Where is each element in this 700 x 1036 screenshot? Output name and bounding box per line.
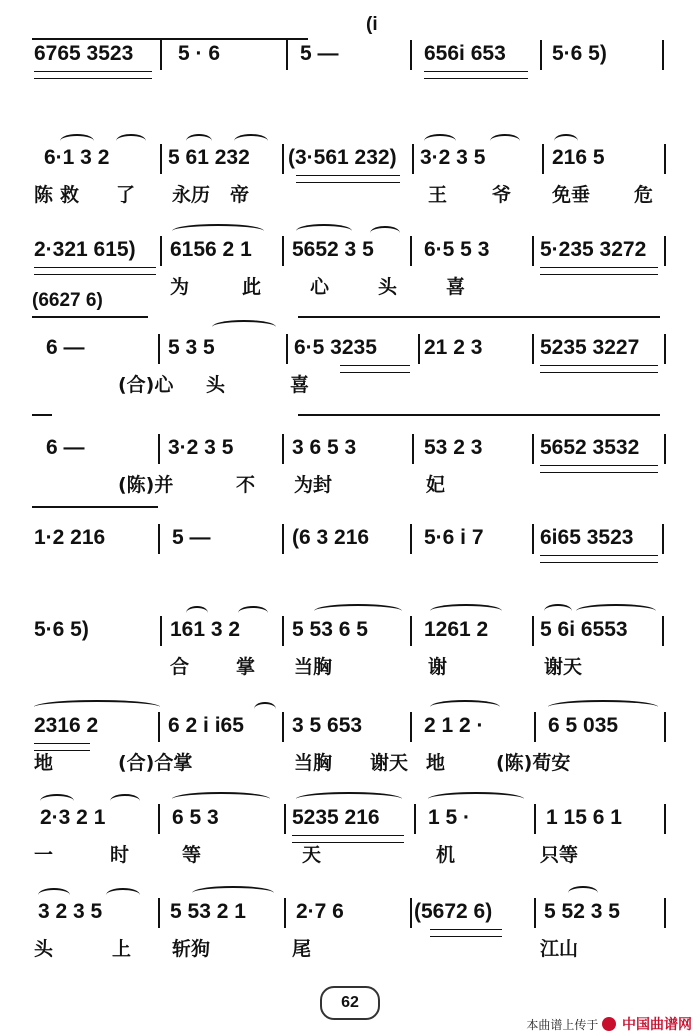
measure-1: 2·3 2 1 (40, 806, 106, 829)
slur (254, 702, 276, 716)
slur (424, 134, 456, 148)
note-row (0, 36, 700, 76)
beam-line (32, 316, 148, 318)
barline (160, 144, 162, 174)
barline (158, 434, 160, 464)
page-number: 62 (320, 986, 380, 1020)
barline (284, 804, 286, 834)
slur (554, 134, 578, 148)
lyric-row (0, 180, 700, 210)
barline (410, 524, 412, 554)
barline (282, 144, 284, 174)
lyric: 时 (110, 844, 130, 866)
lyric: 为封 (294, 474, 333, 496)
beam-line (298, 316, 660, 318)
lyric: 上 (112, 938, 132, 960)
slur (430, 604, 502, 618)
barline (534, 804, 536, 834)
barline (286, 40, 288, 70)
measure-2: 6 5 3 (172, 806, 219, 829)
measure-2: 3·2 3 5 (168, 436, 234, 459)
barline (160, 236, 162, 266)
barline (282, 236, 284, 266)
lyric: 一 (34, 844, 54, 866)
barline (410, 898, 412, 928)
measure-2: 5 — (172, 526, 211, 549)
barline (412, 144, 414, 174)
lyric: 妃 (426, 474, 446, 496)
measure-5: 5·235 3272 (540, 238, 647, 261)
lyric-row (0, 652, 700, 682)
measure-3: 3 6 5 3 (292, 436, 357, 459)
measure-4: 21 2 3 (424, 336, 483, 359)
lyric: 危 (634, 184, 654, 206)
site-logo-icon (602, 1017, 616, 1031)
barline (158, 898, 160, 928)
barline (158, 334, 160, 364)
lyric: 天 (302, 844, 322, 866)
barline (664, 236, 666, 266)
measure-3: (3·561 232) (288, 146, 397, 169)
note-row (0, 612, 700, 652)
barline (418, 334, 420, 364)
lyric: 掌 (236, 656, 256, 678)
barline (664, 334, 666, 364)
slur (430, 700, 500, 714)
barline (282, 524, 284, 554)
measure-3: 2·7 6 (296, 900, 344, 923)
measure-2: 5 61 232 (168, 146, 250, 169)
measure-2: 5 · 6 (178, 42, 221, 65)
measure-5: 5 6i 6553 (540, 618, 628, 641)
note-row (0, 232, 700, 272)
measure-2: 6156 2 1 (170, 238, 252, 261)
barline (160, 40, 162, 70)
measure-5: 216 5 (552, 146, 605, 169)
lyric: 地 (34, 752, 54, 774)
slur (296, 224, 352, 238)
measure-4: 1 5 · (428, 806, 471, 829)
underline (540, 555, 658, 563)
barline (532, 334, 534, 364)
lyric: 合 (170, 656, 190, 678)
barline (410, 616, 412, 646)
lyric: 心 (310, 276, 330, 298)
measure-1: 6·1 3 2 (44, 146, 110, 169)
measure-2: 161 3 2 (170, 618, 241, 641)
barline (410, 712, 412, 742)
lyric: 此 (242, 276, 262, 298)
lyric: (合)合掌 (118, 752, 193, 774)
measure-4: 1261 2 (424, 618, 489, 641)
lyric: 了 (116, 184, 136, 206)
lyric: (陈)并 (118, 474, 174, 496)
upload-text: 本曲谱上传于 (526, 1018, 599, 1032)
note-row (0, 330, 700, 370)
lyric: 当胸 (294, 656, 333, 678)
slur (314, 604, 402, 618)
lyric: 当胸 (294, 752, 333, 774)
slur (38, 888, 70, 902)
measure-3: 5 53 6 5 (292, 618, 368, 641)
underline (424, 71, 528, 79)
measure-2: 6 2 i i65 (168, 714, 244, 737)
measure-5: 5652 3532 (540, 436, 640, 459)
measure-1: 5·6 5) (34, 618, 89, 641)
barline (286, 334, 288, 364)
slur (34, 700, 160, 714)
measure-5: 5235 3227 (540, 336, 640, 359)
slur (568, 886, 598, 900)
barline (534, 712, 536, 742)
measure-3: 3 5 653 (292, 714, 363, 737)
measure-3: 5 — (300, 42, 339, 65)
note-row (0, 430, 700, 470)
measure-4: 5·6 i 7 (424, 526, 484, 549)
lyric: 等 (182, 844, 202, 866)
note-row (0, 140, 700, 180)
measure-1: 6765 3523 (34, 42, 134, 65)
lyric: 喜 (290, 374, 310, 396)
slur (186, 134, 212, 148)
measure-5: 5·6 5) (552, 42, 607, 65)
lyric: 不 (236, 474, 256, 496)
barline (664, 804, 666, 834)
barline (412, 434, 414, 464)
barline (158, 524, 160, 554)
note-row (0, 894, 700, 934)
barline (282, 434, 284, 464)
lyric: 地 (426, 752, 446, 774)
lyric: 头 (206, 374, 226, 396)
slur (192, 886, 274, 900)
lyric: (合)心 (118, 374, 174, 396)
lyric-row (0, 934, 700, 964)
lyric: (陈)荀安 (496, 752, 571, 774)
lyric: 谢天 (544, 656, 583, 678)
lyric-row (0, 470, 700, 500)
lyric: 永历 (172, 184, 211, 206)
underline (34, 71, 152, 79)
measure-3: (6 3 216 (292, 526, 370, 549)
slur (548, 700, 658, 714)
slur (234, 134, 268, 148)
measure-3: 5235 216 (292, 806, 380, 829)
measure-3: 5652 3 5 (292, 238, 374, 261)
note-row (0, 520, 700, 560)
lyric: 谢天 (370, 752, 409, 774)
measure-3: 6·5 3235 (294, 336, 377, 359)
measure-1: 2·321 615) (34, 238, 136, 261)
barline (532, 434, 534, 464)
barline (542, 144, 544, 174)
lyric: 谢 (428, 656, 448, 678)
slur (296, 792, 402, 806)
barline (410, 236, 412, 266)
measure-4: 53 2 3 (424, 436, 483, 459)
slur (186, 606, 208, 620)
lyric-row (0, 272, 700, 302)
barline (664, 712, 666, 742)
lyric-row (0, 370, 700, 400)
barline (532, 236, 534, 266)
lyric: 免垂 (552, 184, 591, 206)
lyric: 只等 (540, 844, 579, 866)
barline (410, 40, 412, 70)
barline (532, 616, 534, 646)
slur (544, 604, 572, 618)
barline (540, 40, 542, 70)
lyric-row (0, 748, 700, 778)
lyric: 机 (436, 844, 456, 866)
barline (282, 616, 284, 646)
slur (172, 224, 264, 238)
measure-1: 6 — (46, 336, 85, 359)
measure-4: 3·2 3 5 (420, 146, 486, 169)
slur (40, 794, 74, 808)
barline (662, 40, 664, 70)
lyric: 陈 (34, 184, 54, 206)
barline (534, 898, 536, 928)
slur (172, 792, 270, 806)
slur (490, 134, 520, 148)
barline (284, 898, 286, 928)
site-name[interactable]: 中国曲谱网 (622, 1017, 692, 1033)
barline (662, 524, 664, 554)
measure-4: (5672 6) (414, 900, 493, 923)
barline (414, 804, 416, 834)
lyric: 救 (60, 184, 80, 206)
system-prefix: (6627 6) (32, 290, 103, 311)
beam-line (298, 414, 660, 416)
system-prefix: (i (366, 14, 378, 35)
measure-2: 5 53 2 1 (170, 900, 246, 923)
lyric: 斩狗 (172, 938, 211, 960)
lyric: 江山 (540, 938, 579, 960)
measure-4: 656i 653 (424, 42, 506, 65)
slur (428, 792, 524, 806)
barline (664, 898, 666, 928)
barline (158, 712, 160, 742)
measure-1: 3 2 3 5 (38, 900, 103, 923)
measure-1: 2316 2 (34, 714, 99, 737)
lyric: 帝 (230, 184, 250, 206)
slur (60, 134, 94, 148)
slur (110, 794, 140, 808)
barline (160, 616, 162, 646)
measure-1: 1·2 216 (34, 526, 106, 549)
slur (576, 604, 656, 618)
note-row (0, 800, 700, 840)
lyric-row (0, 840, 700, 870)
lyric: 为 (170, 276, 190, 298)
measure-1: 6 — (46, 436, 85, 459)
barline (158, 804, 160, 834)
lyric: 头 (34, 938, 54, 960)
lyric: 王 (428, 184, 448, 206)
measure-5: 6 5 035 (548, 714, 619, 737)
barline (662, 616, 664, 646)
lyric: 头 (378, 276, 398, 298)
barline (532, 524, 534, 554)
slur (116, 134, 146, 148)
site-credit (526, 1014, 692, 1034)
measure-5: 1 15 6 1 (546, 806, 622, 829)
beam-line (32, 414, 52, 416)
slur (212, 320, 276, 334)
slur (370, 226, 400, 240)
barline (282, 712, 284, 742)
measure-4: 6·5 5 3 (424, 238, 490, 261)
lyric: 爷 (492, 184, 512, 206)
barline (664, 144, 666, 174)
measure-5: 5 52 3 5 (544, 900, 620, 923)
lyric: 尾 (292, 938, 312, 960)
measure-5: 6i65 3523 (540, 526, 634, 549)
measure-2: 5 3 5 (168, 336, 215, 359)
measure-4: 2 1 2 · (424, 714, 484, 737)
lyric: 喜 (446, 276, 466, 298)
note-row (0, 708, 700, 748)
slur (106, 888, 140, 902)
beam-line (32, 506, 158, 508)
slur (238, 606, 268, 620)
barline (664, 434, 666, 464)
